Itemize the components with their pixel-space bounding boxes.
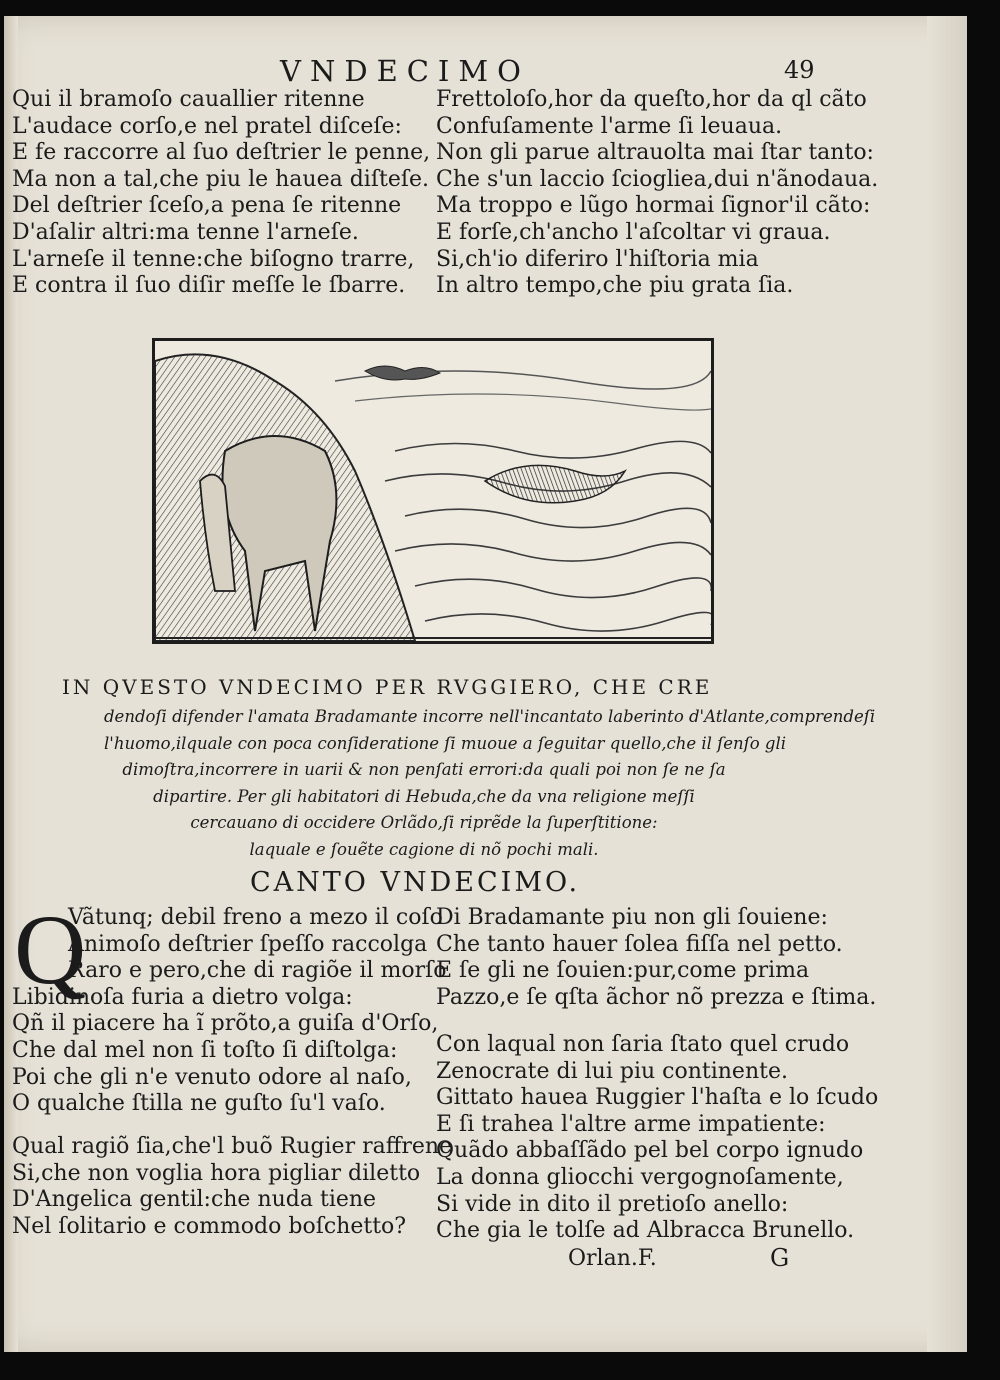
- verse-line: Che dal mel non ſi toſto ſi diſtolga:: [12, 1037, 398, 1063]
- verse-line: Raro e pero,che di ragiõe il morſo: [68, 958, 447, 984]
- argument-line: dimoſtra,incorrere in uarii & non penſati errori:da quali poi non ſe ne ſa: [122, 760, 726, 779]
- verse-line: Non gli parue altrauolta mai ſtar tanto:: [436, 140, 874, 166]
- verse-line: Con laqual non ſaria ſtato quel crudo: [436, 1032, 850, 1057]
- argument-heading: IN QVESTO VNDECIMO PER RVGGIERO, CHE CRE: [62, 675, 713, 699]
- stanza-top-left: [12, 87, 430, 300]
- running-title: VNDECIMO: [280, 54, 530, 88]
- verse-line: E ſe gli ne ſouien:pur,come prima: [436, 958, 810, 984]
- verse-line: E fe raccorre al ſuo deſtrier le penne,: [12, 140, 431, 166]
- verse-line: D'aſalir altri:ma tenne l'arneſe.: [12, 219, 359, 245]
- verse-line: L'arneſe il tenne:che biſogno trarre,: [12, 246, 415, 272]
- verse-line: In altro tempo,che piu grata ſia.: [436, 273, 794, 299]
- verse-line: D'Angelica gentil:che nuda tiene: [12, 1187, 377, 1213]
- verse-line: Vãtunq; debil freno a mezo il coſo: [68, 905, 443, 930]
- argument-line: laquale e ſouẽte cagione di nõ pochi mali.: [249, 839, 599, 859]
- verse-line: Libidinoſa furia a dietro volga:: [12, 984, 353, 1010]
- verse-line: Pazzo,e ſe qſta ãchor nõ prezza e ſtima.: [436, 984, 877, 1010]
- woodcut-scene: [155, 341, 711, 641]
- verse-line: L'audace corſo,e nel pratel diſceſe:: [12, 113, 402, 139]
- verse-line: Si,che non voglia hora pigliar diletto: [12, 1160, 421, 1186]
- verse-line: Ma non a tal,che piu le haueа diſteſe.: [12, 166, 430, 192]
- verse-line: E forſe,ch'ancho l'aſcoltar vi graua.: [436, 219, 831, 245]
- canto-stanza-3: [436, 1032, 878, 1245]
- verse-line: Zenocrate di lui piu continente.: [436, 1058, 788, 1084]
- verse-line: Confuſamente l'arme ſi leuaua.: [436, 113, 783, 139]
- catchword: Orlan.F.: [568, 1246, 657, 1271]
- verse-line: Frettoloſo,hor da queſto,hor da ql cãto: [436, 87, 867, 112]
- verse-line: Gittato haueа Ruggier l'haſta e lo ſcudo: [436, 1085, 879, 1111]
- signature-mark: G: [770, 1244, 790, 1272]
- argument-text: [104, 704, 876, 863]
- verse-line: E ſi trahea l'altre arme impatiente:: [436, 1111, 826, 1137]
- canto-stanza-2: [12, 1134, 452, 1240]
- canto-title: CANTO VNDECIMO.: [250, 867, 581, 898]
- argument-line: l'huomo,ilquale con poca conſideratione ſi muoue a ſeguitar quello,che il ſenſo gli: [104, 733, 787, 753]
- verse-line: Si vide in dito il pretioſo anello:: [436, 1191, 789, 1217]
- book-page: [4, 16, 967, 1352]
- verse-line: Ma troppo e lũgo hormai ſignor'il cãto:: [436, 193, 871, 219]
- argument-line: dipartire. Per gli habitatori di Hebuda,che da vna religione meſſi: [153, 786, 695, 806]
- verse-line: O qualche ſtilla ne guſto ſu'l vaſo.: [12, 1091, 386, 1117]
- stanza-top-right: [436, 87, 878, 300]
- verse-line: Qui il bramoſo cauallier ritenne: [12, 87, 365, 112]
- verse-line: La donna gliocchi vergognoſamente,: [436, 1164, 844, 1190]
- verse-line: Si,ch'io diferiro l'hiſtoria mia: [436, 246, 759, 272]
- verse-line: Che s'un laccio ſcioglieа,dui n'ãnodaua.: [436, 166, 879, 192]
- drop-cap-initial: Q: [14, 894, 87, 1005]
- page-fore-edge: [927, 16, 967, 1352]
- verse-line: Del deſtrier ſceſo,a pena ſe ritenne: [12, 193, 402, 219]
- verse-line: Poi che gli n'e venuto odore al naſo,: [12, 1064, 412, 1090]
- verse-line: Qual ragiõ ſia,che'l buõ Rugier raffrene: [12, 1134, 453, 1159]
- canto-stanza-2-continued: [436, 905, 876, 1011]
- folio-number: 49: [784, 56, 815, 84]
- canto-stanza-1: [12, 905, 447, 1118]
- verse-line: Qñ il piacere ha ĩ prõto,a guiſa d'Orſo,: [12, 1011, 439, 1037]
- woodcut-illustration: [152, 338, 714, 644]
- verse-line: Animoſo deſtrier ſpeſſo raccolga: [68, 931, 428, 957]
- verse-line: E contra il ſuo diſir meſſe le ſbarre.: [12, 273, 406, 299]
- verse-line: Di Bradamante piu non gli ſouiene:: [436, 905, 828, 930]
- verse-line: Che tanto hauer ſolea fiſſa nel petto.: [436, 931, 843, 957]
- verse-line: Nel ſolitario e commodo boſchetto?: [12, 1213, 407, 1239]
- argument-line: dendoſi difender l'amata Bradamante incorre nell'incantato laberinto d'Atlante,comprendeſi: [104, 707, 876, 726]
- verse-line: Quãdo abbaſſãdo pel bel corpo ignudo: [436, 1138, 864, 1164]
- verse-line: Che gia le tolſe ad Albracca Brunello.: [436, 1218, 855, 1244]
- argument-line: cercauano di occidere Orlãdo,ſi riprẽde la ſuperſtitione:: [190, 813, 658, 832]
